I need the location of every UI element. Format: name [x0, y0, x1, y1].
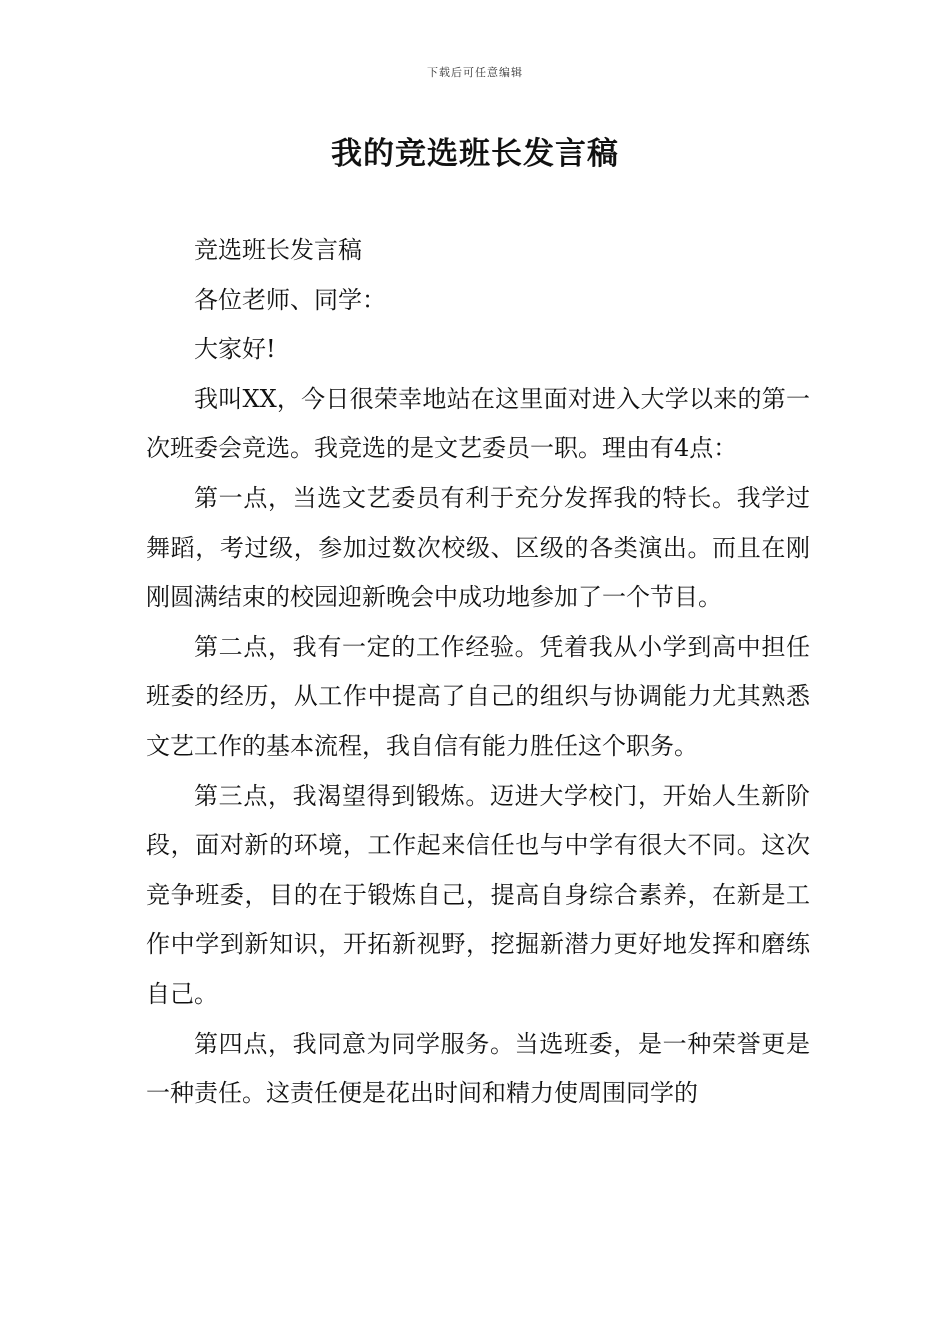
paragraph-point-2: 第二点，我有一定的工作经验。凭着我从小学到高中担任班委的经历，从工作中提高了自己的组织与协调能力尤其熟悉文艺工作的基本流程，我自信有能力胜任这个职务。	[146, 632, 810, 760]
paragraph-point-4: 第四点，我同意为同学服务。当选班委，是一种荣誉更是一种责任。这责任便是花出时间和精力使周围同学的	[146, 1029, 810, 1108]
paragraph-salutation: 各位老师、同学：	[194, 285, 386, 314]
paragraph-intro: 我叫XX，今日很荣幸地站在这里面对进入大学以来的第一次班委会竞选。我竞选的是文艺委员一职。理由有4点：	[146, 384, 810, 463]
paragraph-greeting: 大家好!	[194, 335, 276, 364]
paragraph-subtitle: 竞选班长发言稿	[194, 236, 362, 264]
header-note: 下载后可任意编辑	[427, 66, 523, 79]
document-body	[146, 226, 810, 1119]
document-title: 我的竞选班长发言稿	[331, 136, 619, 172]
paragraph-point-1: 第一点，当选文艺委员有利于充分发挥我的特长。我学过舞蹈，考过级，参加过数次校级、区级的各类演出。而且在刚刚圆满结束的校园迎新晚会中成功地参加了一个节目。	[146, 483, 810, 612]
paragraph-point-3: 第三点，我渴望得到锻炼。迈进大学校门，开始人生新阶段，面对新的环境，工作起来信任也与中学有很大不同。这次竞争班委，目的在于锻炼自己，提高自身综合素养，在新是工作中学到新知识，开拓新视野，挖掘新潜力更好地发挥和磨练自己。	[146, 781, 810, 1008]
